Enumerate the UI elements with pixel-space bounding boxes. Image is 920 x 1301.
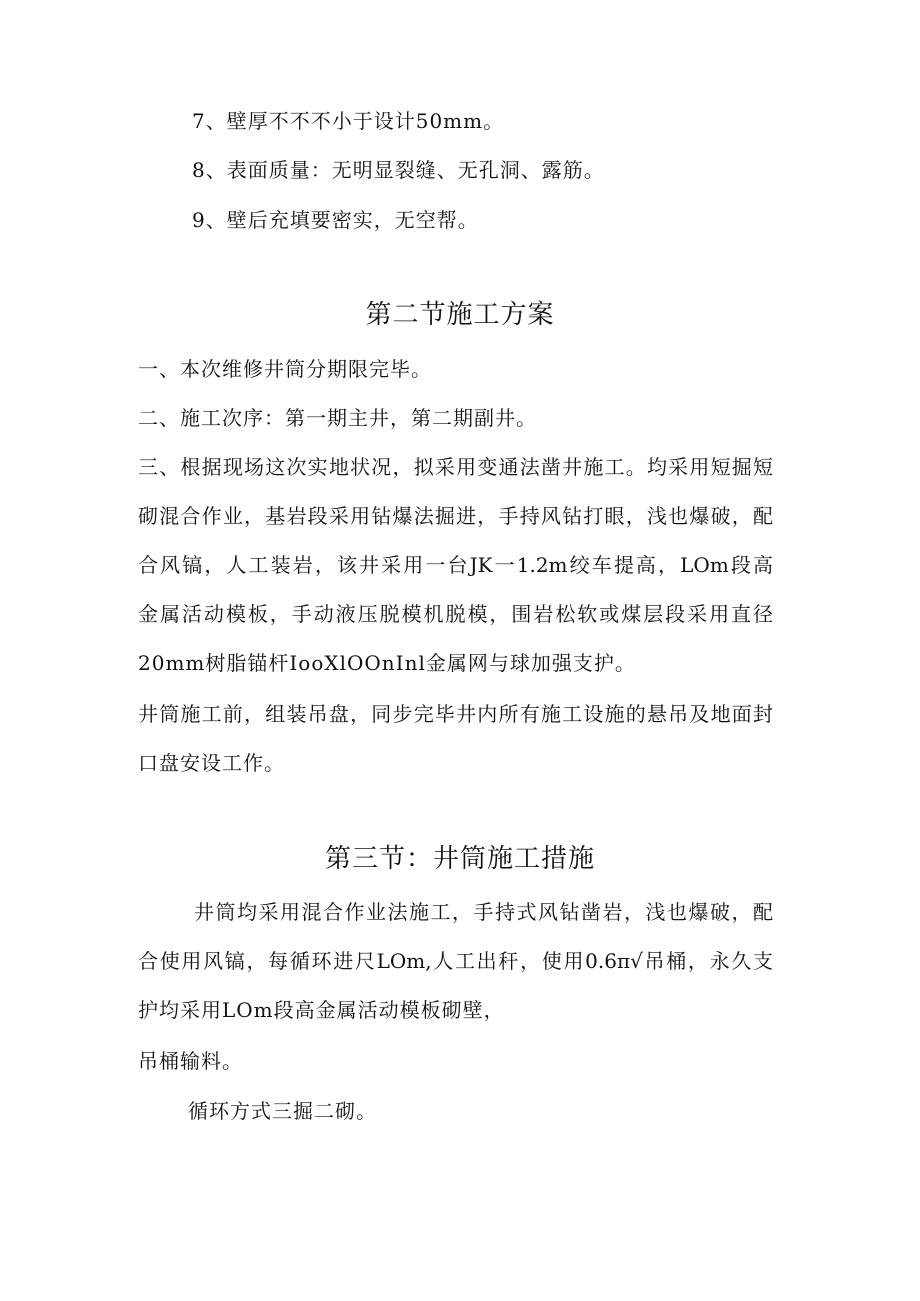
section-3-paragraph-line-1: 井筒均采用混合作业法施工，手持式风钻凿岩，浅也爆破，配 xyxy=(194,900,773,924)
section-2-item-1: 一、本次维修井筒分期限完毕。 xyxy=(138,357,432,381)
section-3-paragraph-line-3: 护均采用LOm段高金属活动模板砌壁， xyxy=(138,998,505,1022)
section-2-item-3-line-2: 砌混合作业，基岩段采用钻爆法掘进，手持风钻打眼，浅也爆破，配 xyxy=(138,504,773,528)
section-3-title: 第三节：井筒施工措施 xyxy=(324,844,595,874)
section-2-item-2: 二、施工次序：第一期主井，第二期副井。 xyxy=(138,406,537,430)
section-2-item-3-line-5: 20mm树脂锚杆IooXlOOnInl金属网与球加强支护。 xyxy=(138,651,636,675)
section-2-title: 第二节施工方案 xyxy=(365,300,555,330)
list-item-9: 9、壁后充填要密实，无空帮。 xyxy=(192,208,479,232)
section-3-line-c: 循环方式三掘二砌。 xyxy=(188,1099,377,1123)
section-3-paragraph-line-2: 合使用风镐，每循环进尺LOm,人工出秆，使用0.6π√吊桶，永久支 xyxy=(138,949,773,973)
section-2-item-3-line-4: 金属活动模板，手动液压脱模机脱模，围岩松软或煤层段采用直径 xyxy=(138,602,773,626)
list-item-8: 8、表面质量：无明显裂缝、无孔洞、露筋。 xyxy=(192,158,605,182)
list-item-7: 7、壁厚不不不小于设计50mm。 xyxy=(192,109,505,133)
section-2-item-3-line-3: 合风镐，人工装岩，该井采用一台JK一1.2m绞车提高，LOm段高 xyxy=(138,553,773,577)
section-2-item-3-line-1: 三、根据现场这次实地状况，拟采用变通法凿井施工。均采用短掘短 xyxy=(138,455,773,479)
section-2-paragraph-line-1: 井筒施工前，组装吊盘，同步完毕井内所有施工设施的悬吊及地面封 xyxy=(138,702,773,726)
section-2-paragraph-line-2: 口盘安设工作。 xyxy=(138,751,285,775)
section-3-line-b: 吊桶输料。 xyxy=(138,1049,243,1073)
